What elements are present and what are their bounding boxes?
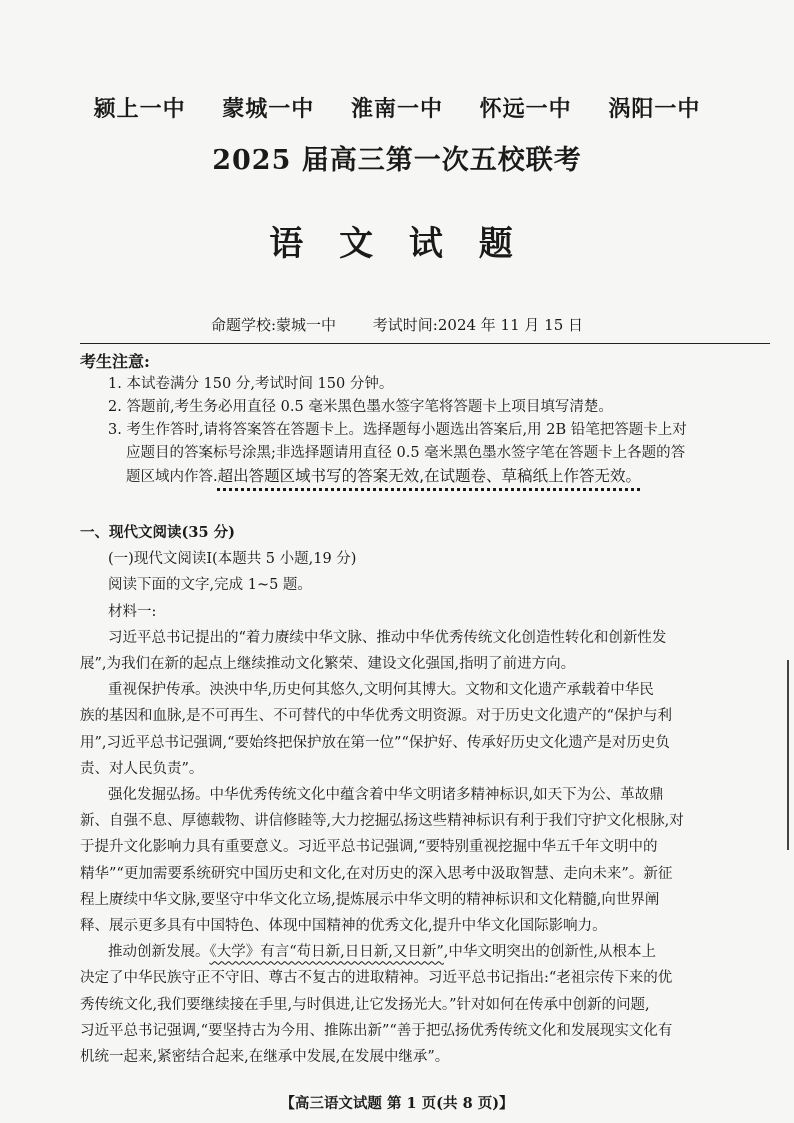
school-name: 颍上一中 bbox=[93, 96, 186, 122]
school-name: 涡阳一中 bbox=[608, 96, 701, 122]
paragraph-line: 强化发掘弘扬。中华优秀传统文化中蕴含着中华文明诸多精神标识,如天下为公、革故鼎 bbox=[108, 787, 664, 804]
setter-school: 命题学校:蒙城一中 bbox=[210, 316, 337, 334]
school-name: 蒙城一中 bbox=[222, 96, 315, 122]
school-name: 怀远一中 bbox=[479, 96, 572, 122]
paragraph-line: 决定了中华民族守正不守旧、尊古不复古的进取精神。习近平总书记指出:“老祖宗传下来的优 bbox=[80, 970, 673, 987]
paragraph-line: 精华”“更加需要系统研究中国历史和文化,在对历史的深入思考中汲取智慧、走向未来”。新征 bbox=[80, 865, 673, 882]
paragraph-line: 习近平总书记强调,“要坚持古为今用、推陈出新”“善于把弘扬优秀传统文化和发展现实文化有 bbox=[80, 1022, 673, 1039]
section-heading: 一、现代文阅读(35 分) bbox=[80, 524, 235, 541]
binding-margin-line bbox=[787, 660, 789, 850]
subsection-heading: (一)现代文阅读Ⅰ(本题共 5 小题,19 分) bbox=[108, 551, 357, 568]
notice-item-continuation bbox=[126, 465, 760, 489]
exam-title: 2025 届高三第一次五校联考 bbox=[212, 145, 582, 176]
paragraph-line: 于提升文化影响力具有重要意义。习近平总书记强调,“要特别重视挖掘中华五千年文明中的 bbox=[80, 839, 658, 856]
notice-text: 题区域内作答. bbox=[126, 469, 218, 485]
school-name: 淮南一中 bbox=[350, 96, 443, 122]
paragraph-line: 责、对人民负责”。 bbox=[80, 760, 204, 777]
notice-item: 3. 考生作答时,请将答案答在答题卡上。选择题每小题选出答案后,用 2B 铅笔把答题卡上对 bbox=[108, 422, 687, 438]
notice-item: 1. 本试卷满分 150 分,考试时间 150 分钟。 bbox=[108, 376, 394, 392]
exam-date: 考试时间:2024 年 11 月 15 日 bbox=[372, 316, 584, 334]
paragraph-line: 新、自强不息、厚德载物、讲信修睦等,大力挖掘弘扬这些精神标识有利于我们守护文化根脉,对 bbox=[80, 813, 684, 830]
notice-emphasis: 超出答题区域书写的答案无效,在试题卷、草稿纸上作答无效。 bbox=[217, 467, 642, 485]
paragraph-line: 族的基因和血脉,是不可再生、不可替代的中华优秀文明资源。对于历史文化遗产的“保护与利 bbox=[80, 708, 673, 725]
notice-item: 2. 答题前,考生务必用直径 0.5 毫米黑色墨水签字笔将答题卡上项目填写清楚。 bbox=[108, 399, 613, 415]
notice-heading: 考生注意: bbox=[80, 352, 150, 371]
reading-section bbox=[80, 520, 762, 1070]
paragraph-line bbox=[108, 939, 762, 965]
exam-meta bbox=[0, 314, 794, 335]
paragraph-line: 秀传统文化,我们要继续接在手里,与时俱进,让它发扬光大。”针对如何在传承中创新的问题, bbox=[80, 996, 650, 1013]
exam-notice bbox=[80, 350, 760, 489]
underlined-quote: 《大学》有言“苟日新,日日新,又日新” bbox=[209, 944, 444, 961]
page-footer: 【高三语文试题 第 1 页(共 8 页)】 bbox=[280, 1095, 514, 1112]
paragraph-line: 展”,为我们在新的起点上继续推动文化繁荣、建设文化强国,指明了前进方向。 bbox=[80, 656, 576, 673]
subject-title: 语 文 试 题 bbox=[269, 224, 525, 264]
header-divider bbox=[80, 343, 770, 344]
paragraph-line: 机统一起来,紧密结合起来,在继承中发展,在发展中继承”。 bbox=[80, 1049, 450, 1066]
paragraph-text: 推动创新发展。 bbox=[108, 944, 210, 961]
paragraph-line: 重视保护传承。泱泱中华,历史何其悠久,文明何其博大。文物和文化遗产承载着中华民 bbox=[108, 682, 654, 699]
paragraph-line: 程上赓续中华文脉,要坚守中华文化立场,提炼展示中华文明的精神标识和文化精髓,向世界阐 bbox=[80, 891, 660, 908]
paragraph-line: 用”,习近平总书记强调,“要始终把保护放在第一位”“保护好、传承好历史文化遗产是对历史负 bbox=[80, 734, 670, 751]
paragraph-line: 习近平总书记提出的“着力赓续中华文脉、推动中华优秀传统文化创造性转化和创新性发 bbox=[108, 629, 667, 646]
paragraph-text: ,中华文明突出的创新性,从根本上 bbox=[443, 944, 657, 961]
paragraph-line: 释、展示更多具有中国特色、体现中国精神的优秀文化,提升中华文化国际影响力。 bbox=[80, 918, 607, 935]
instruction-text: 阅读下面的文字,完成 1~5 题。 bbox=[108, 577, 312, 594]
material-label: 材料一: bbox=[108, 603, 157, 620]
school-list bbox=[0, 92, 794, 123]
notice-item-continuation: 应题目的答案标号涂黑;非选择题请用直径 0.5 毫米黑色墨水签字笔在答题卡上各题的答 bbox=[126, 445, 686, 461]
